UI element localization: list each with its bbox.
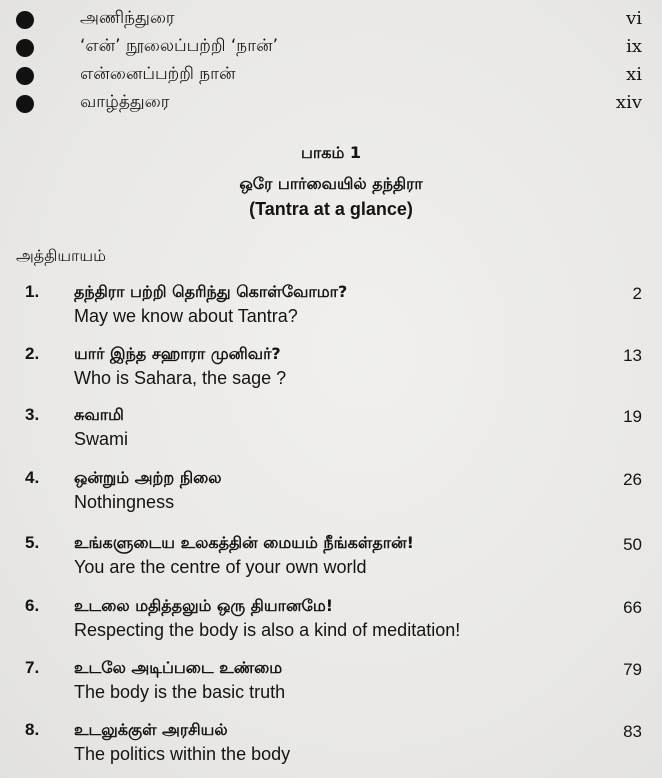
chapter-entry [0,596,662,656]
chapter-page: 83 [623,722,642,741]
chapter-title-tamil: உடலே அடிப்படை உண்மை [74,658,283,677]
section-label: அத்தியாயம் [16,246,106,265]
bullet-icon [16,67,34,85]
chapter-entry [0,344,662,404]
chapter-number: 3. [25,405,40,424]
toc-entry-label: அணிந்துரை [80,8,175,28]
chapter-number: 2. [25,344,40,363]
chapter-title-tamil: சுவாமி [74,405,124,424]
part-subtitle-tamil: ஒரே பார்வையில் தந்திரா [239,174,423,193]
toc-entry-label: என்னைப்பற்றி நான் [80,64,236,84]
chapter-number: 6. [25,596,40,615]
chapter-title-tamil: உடலை மதித்தலும் ஒரு தியானமே! [74,596,334,615]
chapter-title-english: The politics within the body [74,744,291,764]
chapter-title-tamil: தந்திரா பற்றி தெரிந்து கொள்வோமா? [74,282,348,301]
chapter-title-tamil: உடலுக்குள் அரசியல் [74,720,228,739]
chapter-title-english: The body is the basic truth [74,682,286,702]
chapter-number: 4. [25,468,40,487]
toc-entry-page: vi [626,8,642,29]
chapter-entry [0,658,662,718]
chapter-page: 66 [623,598,642,617]
chapter-title-english: Who is Sahara, the sage ? [74,368,287,388]
chapter-title-english: May we know about Tantra? [74,306,298,326]
chapter-number: 5. [25,533,40,552]
chapter-page: 79 [623,660,642,679]
chapter-entry [0,468,662,528]
chapter-title-english: You are the centre of your own world [74,557,367,577]
chapter-page: 19 [623,407,642,426]
chapter-entry [0,720,662,776]
toc-entry-greetings [0,90,662,118]
chapter-page: 2 [632,284,642,303]
bullet-icon [16,39,34,57]
chapter-entry [0,282,662,342]
bullet-icon [16,95,34,113]
toc-entry-about-book [0,34,662,62]
chapter-number: 8. [25,720,40,739]
part-subtitle-english: (Tantra at a glance) [249,199,413,219]
chapter-title-english: Respecting the body is also a kind of meditation! [74,620,461,640]
chapter-page: 26 [623,470,642,489]
toc-entry-label: ‘என்’ நூலைப்பற்றி ‘நான்’ [80,36,278,56]
chapter-title-english: Nothingness [74,492,175,512]
chapter-page: 50 [623,535,642,554]
chapter-page: 13 [623,346,642,365]
chapter-title-tamil: யார் இந்த சஹாரா முனிவர்? [74,344,281,363]
bullet-icon [16,11,34,29]
toc-entry-about-author [0,62,662,90]
chapter-title-tamil: ஒன்றும் அற்ற நிலை [74,468,222,487]
toc-entry-page: ix [626,36,642,57]
chapter-number: 7. [25,658,40,677]
chapter-number: 1. [25,282,40,301]
chapter-title-english: Swami [74,429,129,449]
toc-entry-page: xiv [615,92,642,113]
chapter-entry [0,405,662,465]
toc-entry-page: xi [626,64,642,85]
chapter-title-tamil: உங்களுடைய உலகத்தின் மையம் நீங்கள்தான்! [74,533,414,552]
toc-entry-foreword [0,6,662,34]
part-title: பாகம் 1 [300,143,362,162]
chapter-entry [0,533,662,593]
toc-entry-label: வாழ்த்துரை [80,92,170,112]
